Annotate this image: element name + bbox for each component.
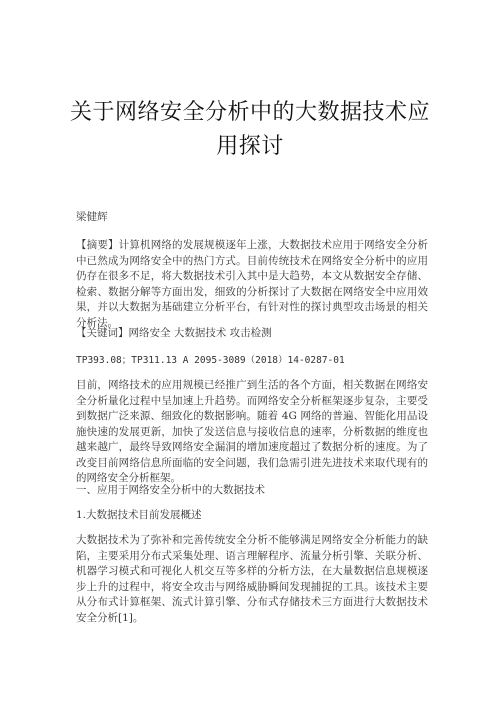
paper-title: 关于网络安全分析中的大数据技术应用探讨: [69, 100, 430, 159]
abstract-paragraph: 【摘要】计算机网络的发展规模逐年上涨，大数据技术应用于网络安全分析中已然成为网络安全中的热门方式。目前传统技术在网络安全分析中的应用仍存在很多不足，将大数据技术引入其中是大趋势，本文从数据安全存储、检索、数据分解等方面出发，细致的分析探讨了大数据在网络安全中应用效果，并以大数据为基础建立分析平台，有针对性的探讨典型攻击场景的相关分析法。: [76, 239, 428, 329]
section-heading: 一、应用于网络安全分析中的大数据技术: [76, 484, 265, 496]
author-name: 梁健辉: [76, 211, 108, 223]
subsection-paragraph: 大数据技术为了弥补和完善传统安全分析不能够满足网络安全分析能力的缺陷，主要采用分布式采集处理、语言理解程序、流量分析引擎、关联分析、机器学习模式和可视化人机交互等多样的分析方法，在大量数据信息规模逐步上升的过程中，将安全攻击与网络威胁瞬间发现捕捉的工具。该技术主要从分布式计算框架、流式计算引擎、分布式存储技术三方面进行大数据技术安全分析[1]。: [76, 534, 428, 624]
subsection-heading: 1.大数据技术目前发展概述: [76, 509, 202, 521]
intro-paragraph: 目前，网络技术的应用规模已经推广到生活的各个方面，相关数据在网络安全分析量化过程中呈加速上升趋势。而网络安全分析框架逐步复杂，主要受到数据广泛来源、细致化的数据影响。随着 4G 网络的普遍、智能化用品设施快速的发展更新，加快了发送信息与接收信息的速率，分析数据的维度也越来越广，最终导致网络安全漏洞的增加速度超过了数据分析的速度。为了改变目前网络信息所面临的安全问题，我们急需引进先进技术来取代现有的的网络安全分析框架。: [76, 379, 428, 484]
keywords-line: 【关键词】网络安全 大数据技术 攻击检测: [76, 327, 272, 339]
classification-line: TP393.08；TP311.13 A 2095-3089（2018）14-0287-01: [76, 355, 345, 366]
